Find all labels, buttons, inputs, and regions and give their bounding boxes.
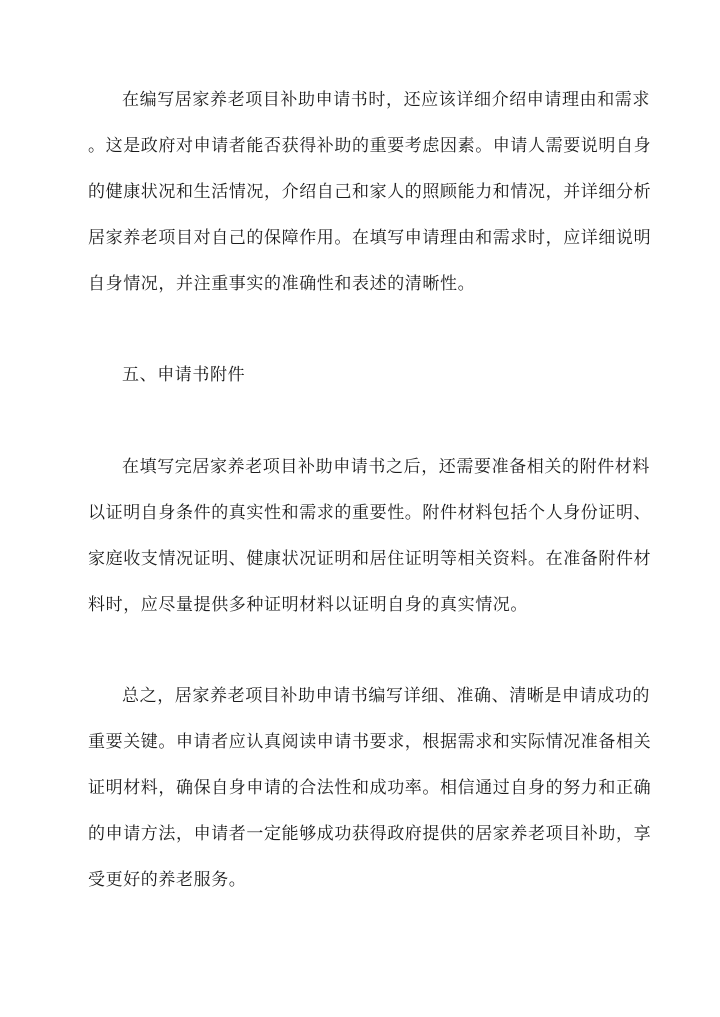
paragraph-3-line-2: 重要关键。申请者应认真阅读申请书要求，根据需求和实际情况准备相关 bbox=[88, 732, 652, 752]
paragraph-2-line-3: 家庭收支情况证明、健康状况证明和居住证明等相关资料。在准备附件材 bbox=[88, 549, 652, 569]
paragraph-1-line-2: 。这是政府对申请者能否获得补助的重要考虑因素。申请人需要说明自身 bbox=[88, 136, 652, 156]
paragraph-3-line-4: 的申请方法，申请者一定能够成功获得政府提供的居家养老项目补助，享 bbox=[88, 824, 652, 844]
paragraph-1-line-1: 在编写居家养老项目补助申请书时，还应该详细介绍申请理由和需求 bbox=[122, 90, 650, 110]
paragraph-1-line-4: 居家养老项目对自己的保障作用。在填写申请理由和需求时，应详细说明 bbox=[88, 228, 652, 248]
paragraph-3-line-5: 受更好的养老服务。 bbox=[88, 870, 247, 890]
paragraph-3-line-3: 证明材料，确保自身申请的合法性和成功率。相信通过自身的努力和正确 bbox=[88, 778, 652, 798]
paragraph-2-line-2: 以证明自身条件的真实性和需求的重要性。附件材料包括个人身份证明、 bbox=[88, 503, 652, 523]
paragraph-3-line-1: 总之，居家养老项目补助申请书编写详细、准确、清晰是申请成功的 bbox=[122, 686, 650, 706]
paragraph-2-line-1: 在填写完居家养老项目补助申请书之后，还需要准备相关的附件材料 bbox=[122, 457, 650, 477]
paragraph-1-line-5: 自身情况，并注重事实的准确性和表述的清晰性。 bbox=[88, 274, 476, 294]
section-heading: 五、申请书附件 bbox=[122, 365, 246, 385]
paragraph-1-line-3: 的健康状况和生活情况，介绍自己和家人的照顾能力和情况，并详细分析 bbox=[88, 182, 652, 202]
paragraph-2-line-4: 料时，应尽量提供多种证明材料以证明自身的真实情况。 bbox=[88, 595, 528, 615]
